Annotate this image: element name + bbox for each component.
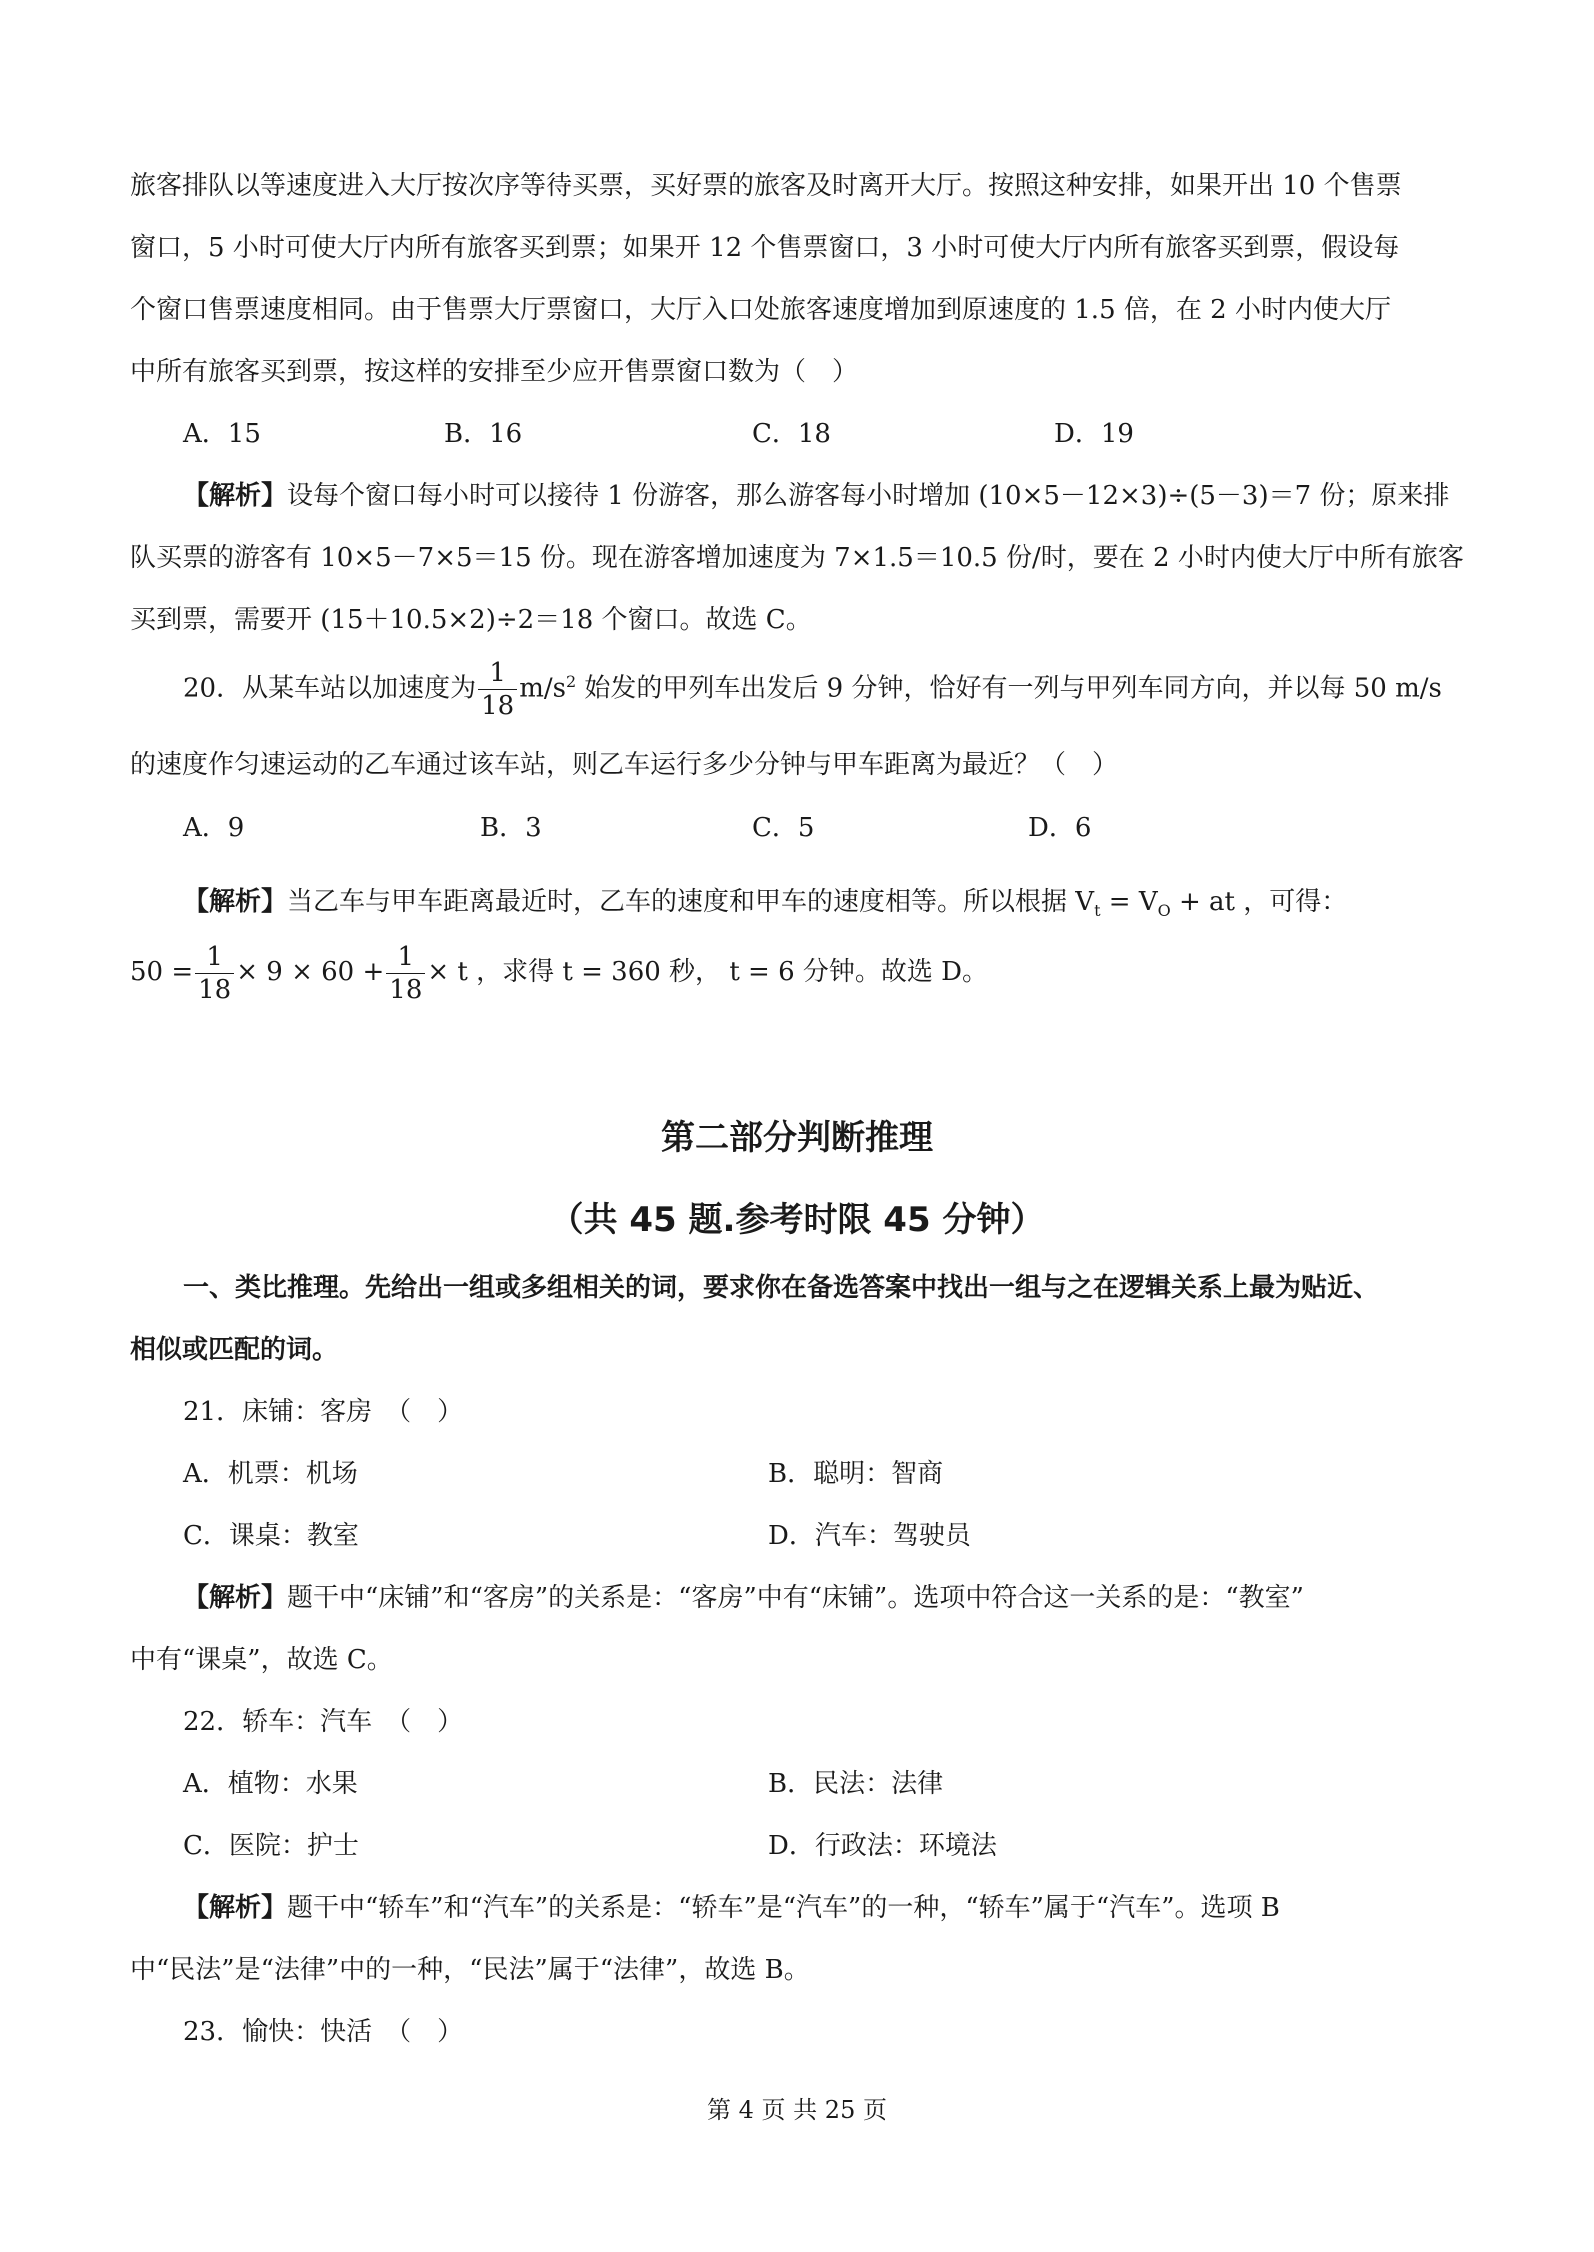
section-subtitle: （共 45 题.参考时限 45 分钟） <box>549 1200 1045 1240</box>
q21-option-b: B．聪明：智商 <box>768 1459 944 1489</box>
q21-option-d: D．汽车：驾驶员 <box>768 1521 971 1551</box>
q22-option-d: D．行政法：环境法 <box>768 1831 997 1861</box>
q20-option-d: D．6 <box>1028 813 1092 843</box>
q19-stem-line-3: 个窗口售票速度相同。由于售票大厅票窗口，大厅入口处旅客速度增加到原速度的 1.5 倍，在 2 小时内使大厅 <box>130 295 1391 325</box>
q19-analysis-line-1 <box>183 478 1449 514</box>
q20-unit-exponent: 2 <box>565 671 577 691</box>
fraction-numerator: 1 <box>478 660 517 690</box>
q20-stem-pre: 20．从某车站以加速度为 <box>183 673 477 704</box>
q21-analysis-line-1 <box>183 1580 1304 1616</box>
section-instruction-line-1: 一、类比推理。先给出一组或多组相关的词，要求你在备选答案中找出一组与之在逻辑关系上最为贴近、 <box>183 1273 1380 1303</box>
q20-stem-line-2: 的速度作匀速运动的乙车通过该车站，则乙车运行多少分钟与甲车距离为最近？（ ） <box>130 750 1119 780</box>
analysis-label: 【解析】 <box>183 1583 288 1613</box>
section-title: 第二部分判断推理 <box>661 1118 933 1158</box>
q20-analysis-text: 当乙车与甲车距离最近时，乙车的速度和甲车的速度相等。所以根据 V <box>287 887 1095 917</box>
q22-analysis-line-1 <box>183 1890 1280 1926</box>
page-footer: 第 4 页 共 25 页 <box>707 2096 887 2124</box>
subscript-o: O <box>1157 901 1171 921</box>
q19-stem-line-2: 窗口，5 小时可使大厅内所有旅客买到票；如果开 12 个售票窗口，3 小时可使大厅内所有旅客买到票，假设每 <box>130 233 1400 263</box>
equation-part-a: 50 = <box>130 957 194 987</box>
equation-fraction-1 <box>195 941 234 1005</box>
fraction-denominator: 18 <box>481 691 515 721</box>
q23-stem: 23．愉快：快活 （ ） <box>183 2017 464 2047</box>
analysis-label: 【解析】 <box>183 887 288 917</box>
q20-option-b: B．3 <box>480 813 542 843</box>
q21-option-c: C．课桌：教室 <box>183 1521 359 1551</box>
q19-option-a: A．15 <box>183 419 261 449</box>
q22-analysis-text-1: 题干中“轿车”和“汽车”的关系是：“轿车”是“汽车”的一种，“轿车”属于“汽车”。选项 B <box>287 1893 1280 1923</box>
fraction-numerator: 1 <box>195 944 234 974</box>
q22-analysis-line-2: 中“民法”是“法律”中的一种，“民法”属于“法律”，故选 B。 <box>130 1955 810 1985</box>
q20-stem-line-1 <box>183 660 1442 719</box>
q19-analysis-line-3: 买到票，需要开 (15＋10.5×2)÷2＝18 个窗口。故选 C。 <box>130 605 812 635</box>
q21-stem: 21．床铺：客房 （ ） <box>183 1397 464 1427</box>
q22-option-b: B．民法：法律 <box>768 1769 944 1799</box>
q20-stem-post: 始发的甲列车出发后 9 分钟，恰好有一列与甲列车同方向，并以每 50 m/s <box>576 673 1442 704</box>
q20-analysis-line-1 <box>183 884 1347 920</box>
section-instruction-line-2: 相似或匹配的词。 <box>130 1335 339 1365</box>
q19-analysis-text-1: 设每个窗口每小时可以接待 1 份游客，那么游客每小时增加 (10×5－12×3)÷(5－3)＝7 份；原来排 <box>287 481 1450 511</box>
q19-stem-line-1: 旅客排队以等速度进入大厅按次序等待买票，买好票的旅客及时离开大厅。按照这种安排，如果开出 10 个售票 <box>130 171 1402 201</box>
q20-acceleration-fraction <box>478 660 517 719</box>
analysis-label: 【解析】 <box>183 1893 288 1923</box>
q19-stem-line-4: 中所有旅客买到票，按这样的安排至少应开售票窗口数为（ ） <box>130 357 859 387</box>
q22-stem: 22．轿车：汽车 （ ） <box>183 1707 464 1737</box>
q20-eq-mid: = V <box>1100 887 1158 917</box>
q21-option-a: A．机票：机场 <box>183 1459 358 1489</box>
q19-analysis-line-2: 队买票的游客有 10×5－7×5＝15 份。现在游客增加速度为 7×1.5＝10.5 份/时，要在 2 小时内使大厅中所有旅客 <box>130 543 1464 573</box>
q22-option-a: A．植物：水果 <box>183 1769 358 1799</box>
q20-unit: m/s <box>519 673 566 704</box>
fraction-denominator: 18 <box>389 974 423 1005</box>
fraction-denominator: 18 <box>198 974 232 1005</box>
q20-option-a: A．9 <box>183 813 245 843</box>
q21-analysis-line-2: 中有“课桌”，故选 C。 <box>130 1645 393 1675</box>
equation-part-c: × t ，求得 t = 360 秒， t = 6 分钟。故选 D。 <box>427 957 989 987</box>
equation-part-b: × 9 × 60 + <box>236 957 385 987</box>
q22-option-c: C．医院：护士 <box>183 1831 359 1861</box>
equation-fraction-2 <box>386 941 425 1005</box>
q20-equation-line <box>130 942 988 1003</box>
q19-option-d: D．19 <box>1054 419 1134 449</box>
q20-eq-end: + at ，可得： <box>1170 887 1348 917</box>
subscript-t: t <box>1094 901 1101 921</box>
fraction-numerator: 1 <box>386 944 425 974</box>
q19-option-b: B．16 <box>444 419 523 449</box>
q21-analysis-text-1: 题干中“床铺”和“客房”的关系是：“客房”中有“床铺”。选项中符合这一关系的是：“教室” <box>287 1583 1304 1613</box>
analysis-label: 【解析】 <box>183 481 288 511</box>
q19-option-c: C．18 <box>752 419 831 449</box>
q20-option-c: C．5 <box>752 813 815 843</box>
